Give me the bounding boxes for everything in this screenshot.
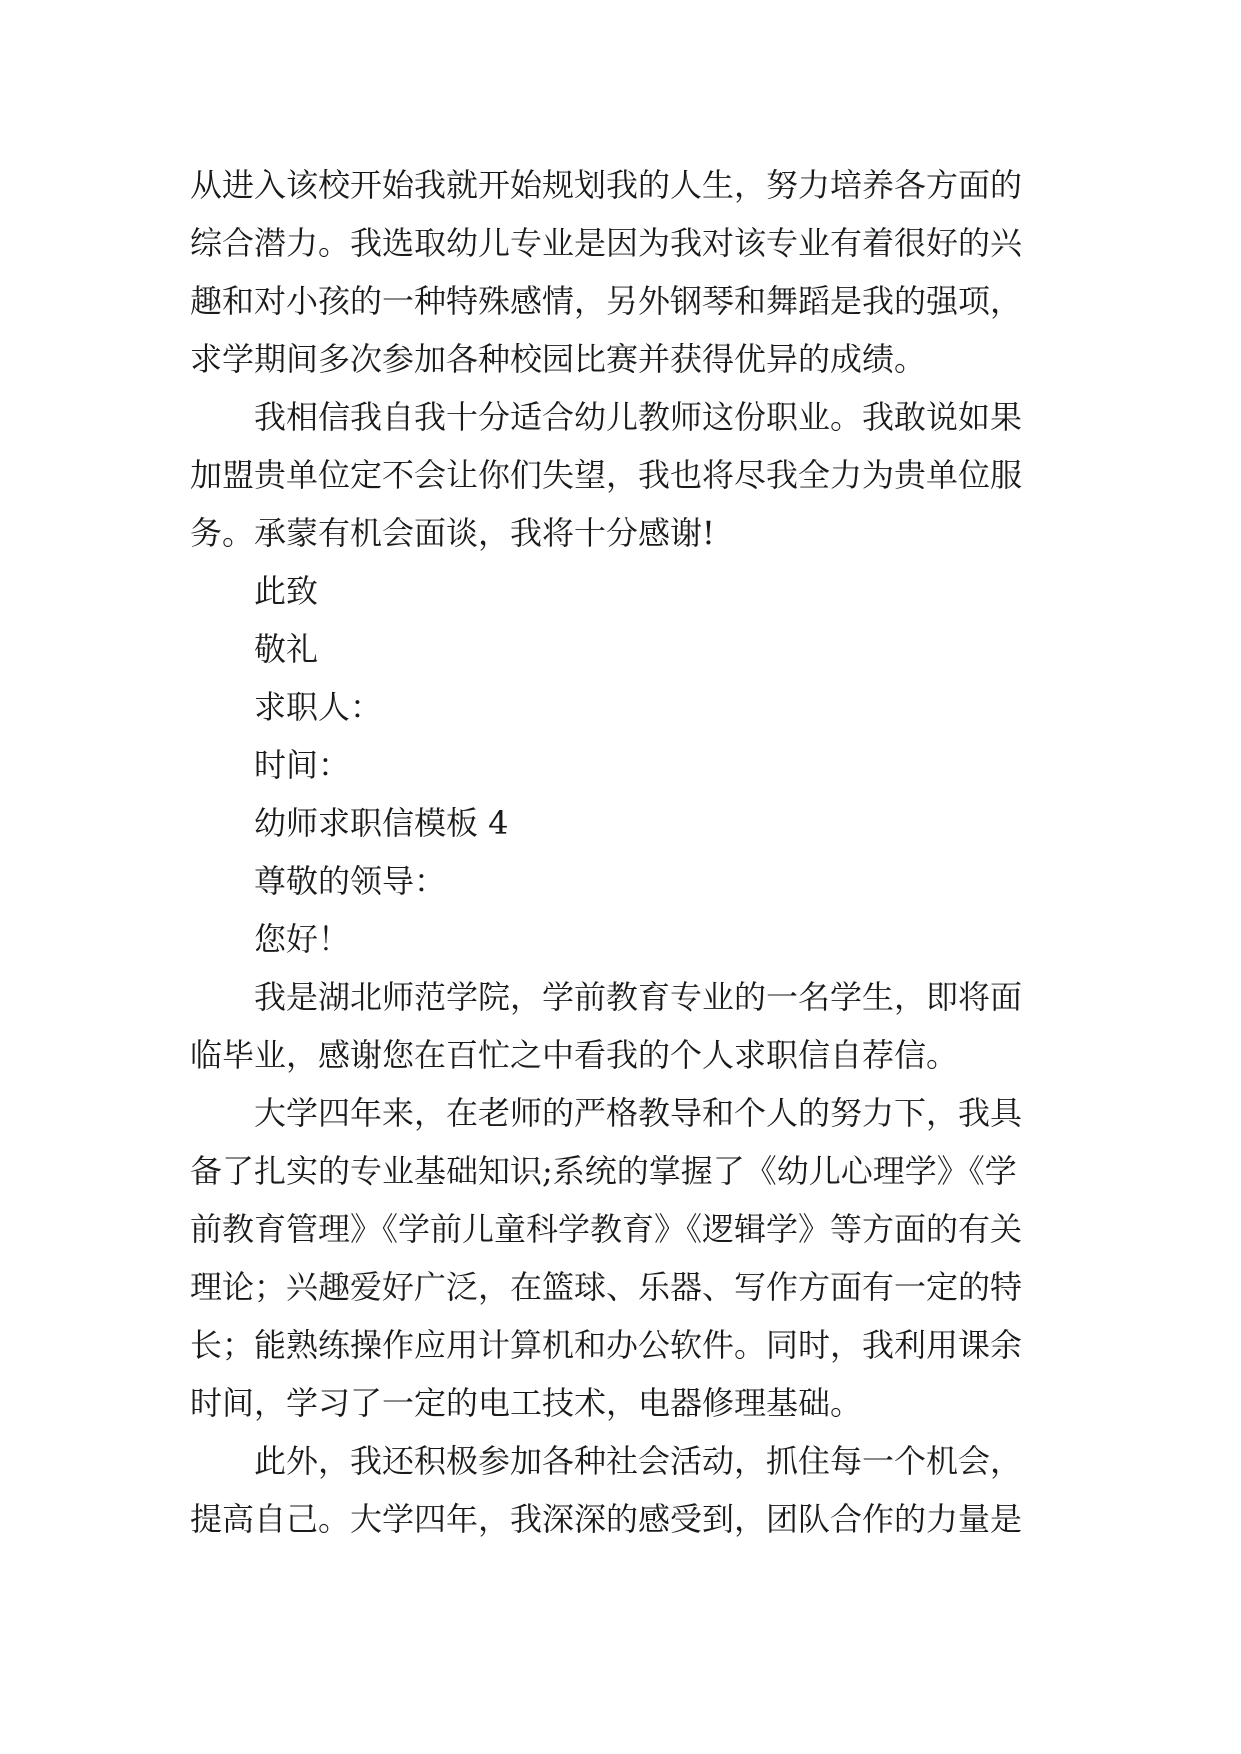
text-line: 趣和对小孩的一种特殊感情，另外钢琴和舞蹈是我的强项， xyxy=(190,282,1023,320)
text-line: 我相信我自我十分适合幼儿教师这份职业。我敢说如果 xyxy=(254,398,1023,436)
text-line: 务。承蒙有机会面谈，我将十分感谢! xyxy=(190,514,715,552)
text-line: 加盟贵单位定不会让你们失望，我也将尽我全力为贵单位服 xyxy=(190,456,1023,494)
text-line: 备了扎实的专业基础知识;系统的掌握了《幼儿心理学》《学 xyxy=(190,1152,1017,1190)
text-line: 长；能熟练操作应用计算机和办公软件。同时，我利用课余 xyxy=(190,1326,1023,1364)
text-line: 大学四年来，在老师的严格教导和个人的努力下，我具 xyxy=(254,1094,1023,1132)
text-line: 临毕业，感谢您在百忙之中看我的个人求职信自荐信。 xyxy=(190,1036,959,1074)
text-line: 时间，学习了一定的电工技术，电器修理基础。 xyxy=(190,1384,863,1422)
text-line: 综合潜力。我选取幼儿专业是因为我对该专业有着很好的兴 xyxy=(190,224,1023,262)
section-title: 幼师求职信模板 4 xyxy=(254,804,509,842)
text-line: 从进入该校开始我就开始规划我的人生，努力培养各方面的 xyxy=(190,166,1023,204)
document-page xyxy=(190,156,1050,1548)
salutation: 尊敬的领导： xyxy=(254,862,447,900)
text-line: 此外，我还积极参加各种社会活动，抓住每一个机会， xyxy=(254,1442,1023,1480)
text-line: 我是湖北师范学院，学前教育专业的一名学生，即将面 xyxy=(254,978,1023,1016)
text-line: 前教育管理》《学前儿童科学教育》《逻辑学》等方面的有关 xyxy=(190,1210,1023,1248)
text-line: 理论；兴趣爱好广泛，在篮球、乐器、写作方面有一定的特 xyxy=(190,1268,1023,1306)
applicant-label: 求职人： xyxy=(254,688,383,726)
closing-line: 此致 xyxy=(254,572,319,610)
text-line: 求学期间多次参加各种校园比赛并获得优异的成绩。 xyxy=(190,340,927,378)
text-line: 提高自己。大学四年，我深深的感受到，团队合作的力量是 xyxy=(190,1500,1023,1538)
closing-salute: 敬礼 xyxy=(254,630,319,668)
date-label: 时间： xyxy=(254,746,351,784)
greeting: 您好！ xyxy=(254,920,351,958)
